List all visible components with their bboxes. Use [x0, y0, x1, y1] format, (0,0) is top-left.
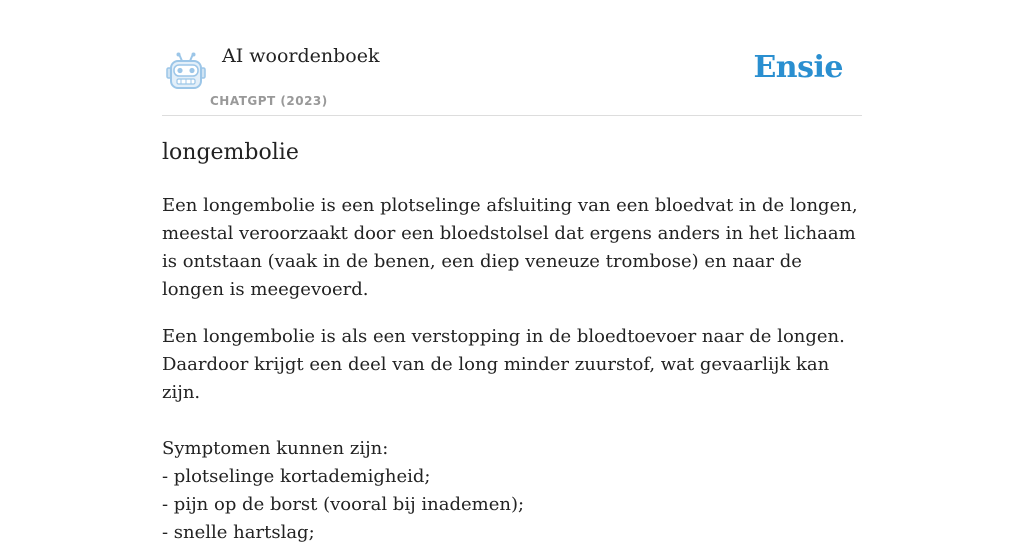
brand-logo[interactable]: Ensie — [753, 50, 843, 85]
list-item: - plotselinge kortademigheid; — [162, 466, 431, 487]
paragraph: Een longembolie is als een verstopping in de bloedtoevoer naar de longen. Daardoor krijgt een deel van de long minder zuurstof, wat gevaarlijk kan zijn. — [162, 326, 845, 403]
paragraph: Een longembolie is een plotselinge afsluiting van een bloedvat in de longen, meestal veroorzaakt door een bloedstolsel dat ergens anders in het lichaam is ontstaan (vaak in de benen, een diep veneuze trombose) en naar de longen is meegevoerd. — [162, 195, 858, 300]
robot-icon — [166, 52, 206, 90]
symptoms-list — [162, 435, 862, 547]
list-item: - snelle hartslag; — [162, 522, 315, 543]
list-item: - pijn op de borst (vooral bij inademen); — [162, 494, 525, 515]
source-meta: CHATGPT (2023) — [210, 94, 328, 108]
card-header — [162, 0, 862, 116]
source-title[interactable]: AI woordenboek — [222, 45, 380, 67]
symptoms-heading: Symptomen kunnen zijn: — [162, 438, 389, 459]
definition-card — [162, 0, 862, 543]
entry-title: longembolie — [162, 140, 299, 165]
entry-body — [162, 192, 862, 547]
